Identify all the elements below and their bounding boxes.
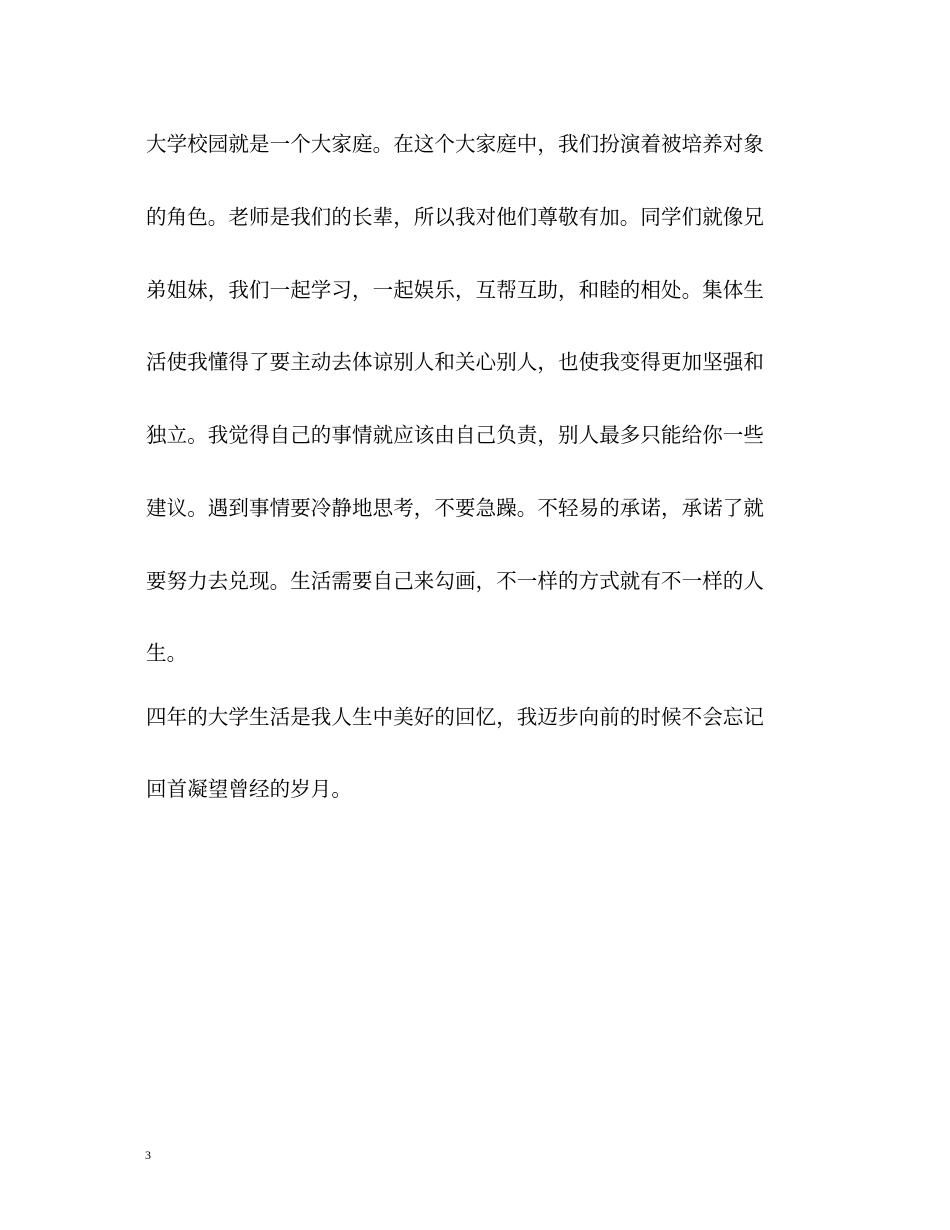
text-line: 四年的大学生活是我人生中美好的回忆，我迈步向前的时候不会忘记 — [146, 705, 764, 729]
text-line: 弟姐妹，我们一起学习，一起娱乐，互帮互助，和睦的相处。集体生 — [146, 278, 764, 302]
text-line: 生。 — [146, 641, 188, 665]
text-line: 大学校园就是一个大家庭。在这个大家庭中，我们扮演着被培养对象 — [146, 132, 764, 156]
text-line: 独立。我觉得自己的事情就应该由自己负责，别人最多只能给你一些 — [146, 423, 764, 447]
page-number: 3 — [145, 1148, 151, 1162]
text-line: 活使我懂得了要主动去体谅别人和关心别人，也使我变得更加坚强和 — [146, 350, 764, 374]
text-line: 要努力去兑现。生活需要自己来勾画，不一样的方式就有不一样的人 — [146, 569, 764, 593]
text-line: 的角色。老师是我们的长辈，所以我对他们尊敬有加。同学们就像兄 — [146, 205, 764, 229]
text-line: 建议。遇到事情要冷静地思考，不要急躁。不轻易的承诺，承诺了就 — [146, 496, 764, 520]
text-line: 回首凝望曾经的岁月。 — [146, 777, 352, 801]
